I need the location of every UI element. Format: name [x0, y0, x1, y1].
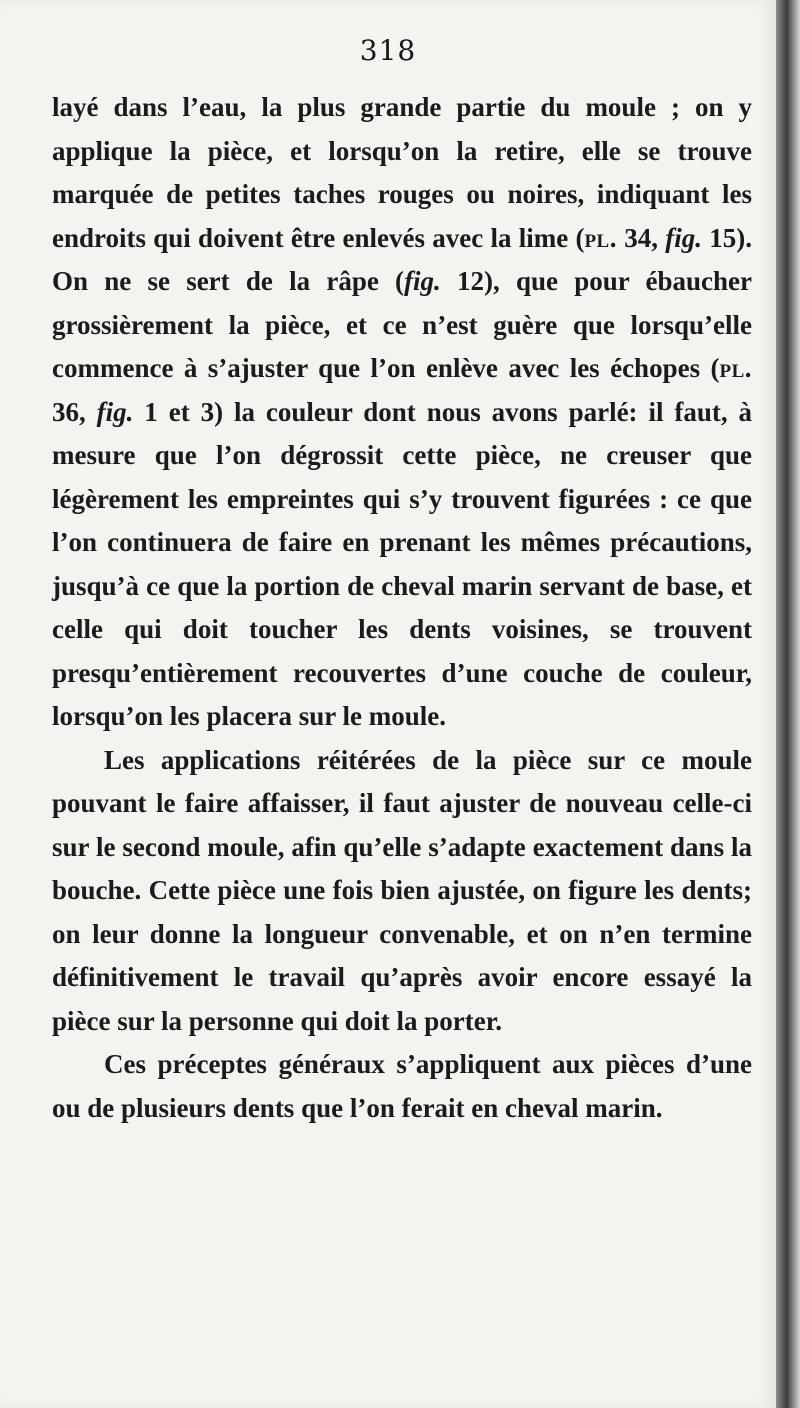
- text-segment: 12), que pour ébaucher grossièrement la pièce, et ce n’est guère que lorsqu’elle commence à s’ajuster que l’on enlève avec les échopes (: [52, 266, 752, 383]
- plate-reference: pl.: [719, 353, 752, 383]
- page-edge-shadow: [776, 0, 800, 1408]
- text-segment: Ces préceptes généraux s’appliquent aux pièces d’une ou de plusieurs dents que l’on ferait en cheval marin.: [52, 1049, 752, 1123]
- text-segment: 34,: [616, 222, 666, 253]
- plate-reference: pl.: [584, 222, 617, 253]
- text-segment: 1 et 3) la couleur dont nous avons parlé: il faut, à mesure que l’on dégrossit cette pièce, ne creuser que légèrement les empreintes qui s’y trouvent figurées : ce que l’on continuera de faire en prenant les mêmes précautions, jusqu’à ce que la portion de cheval marin servant de base, et celle qui doit toucher les dents voisines, se trouvent presqu’entièrement recouvertes d’une couche de couleur, lorsqu’on les placera sur le moule.: [52, 396, 753, 731]
- text-segment: 36,: [52, 396, 97, 427]
- page-text: [52, 86, 752, 1130]
- page-number: 318: [359, 34, 417, 67]
- paragraph: [52, 1043, 752, 1130]
- paragraph: [52, 86, 752, 739]
- text-segment: layé dans l’eau, la plus grande partie du moule ; on y applique la pièce, et lorsqu’on la retire, elle se trouve marquée de petites taches rouges ou noires, indiquant les endroits qui doivent être enlevés avec la lime (: [52, 92, 752, 253]
- paragraph: [52, 739, 752, 1044]
- text-segment: Les applications réitérées de la pièce sur ce moule pouvant le faire affaisser, il faut ajuster de nouveau celle-ci sur le second moule, afin qu’elle s’adapte exactement dans la bouche. Cette pièce une fois bien ajustée, on figure les dents; on leur donne la longueur convenable, et on n’en termine définitivement le travail qu’après avoir encore essayé la pièce sur la personne qui doit la porter.: [52, 744, 752, 1036]
- text-segment: 15). On ne se sert de la râpe (: [52, 222, 752, 296]
- italic-reference: fig.: [404, 266, 441, 296]
- italic-reference: fig.: [665, 222, 702, 253]
- italic-reference: fig.: [96, 396, 134, 427]
